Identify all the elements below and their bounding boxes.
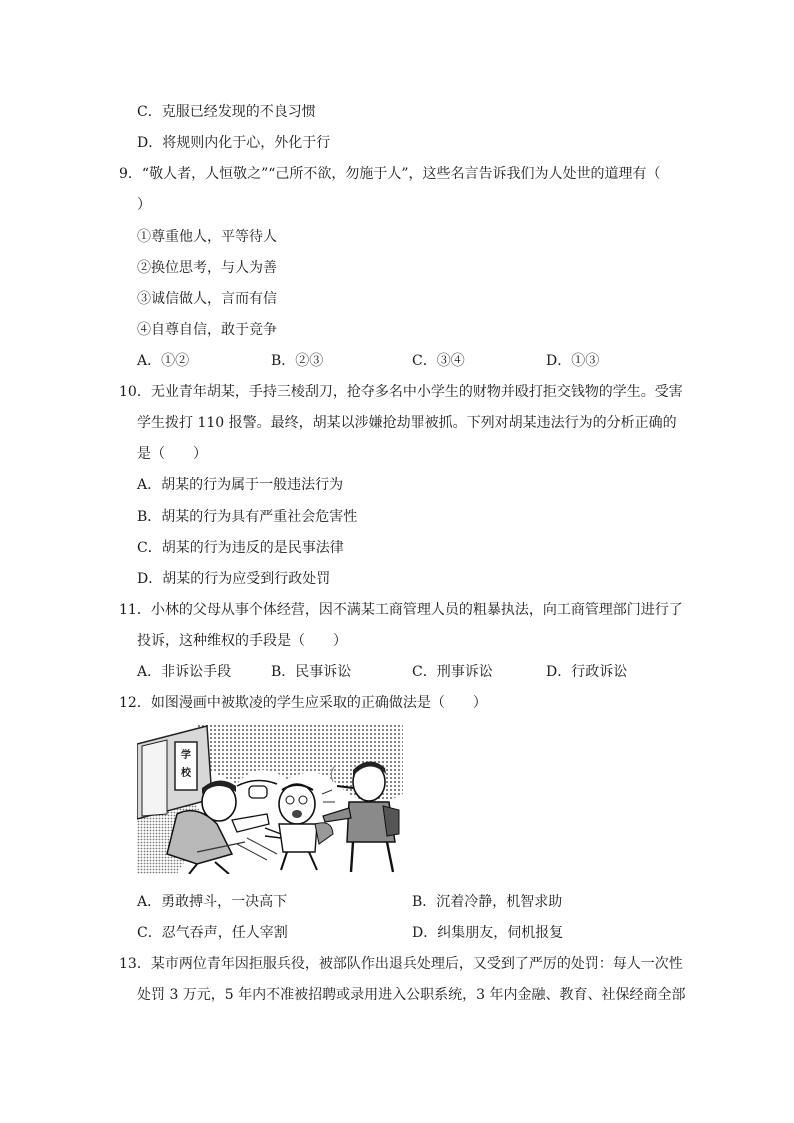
q12-option-d: D．纠集朋友，伺机报复 [412, 925, 564, 941]
q12-stem: 12．如图漫画中被欺凌的学生应采取的正确做法是（ ） [119, 695, 487, 711]
school-building [137, 726, 212, 819]
q9-item-2: ②换位思考，与人为善 [137, 260, 277, 276]
q11-option-c: C．刑事诉讼 [412, 664, 493, 680]
bullying-cartoon-illustration [137, 724, 403, 874]
q9-item-1: ①尊重他人，平等待人 [137, 229, 277, 245]
q11-option-d: D．行政诉讼 [546, 664, 628, 680]
q13-stem-line1: 13．某市两位青年因拒服兵役，被部队作出退兵处理后，又受到了严厉的处罚：每人一次性 [119, 956, 683, 972]
q9-option-b: B．②③ [271, 353, 324, 369]
q11-option-a: A．非诉讼手段 [137, 664, 232, 680]
q12-option-b: B．沉着冷静，机智求助 [412, 894, 563, 910]
q8-option-d: D．将规则内化于心，外化于行 [137, 135, 331, 151]
q9-item-4: ④自尊自信，敢于竞争 [137, 322, 277, 338]
bullying-cartoon [137, 724, 403, 874]
q12-option-a: A．勇敢搏斗，一决高下 [137, 894, 288, 910]
q9-option-c: C．③④ [412, 353, 465, 369]
q9-stem-line2: ） [137, 197, 151, 213]
q10-option-b: B．胡某的行为具有严重社会危害性 [137, 509, 358, 525]
q11-stem-line2: 投诉，这种维权的手段是（ ） [137, 633, 347, 649]
bullied-student [265, 784, 333, 870]
q10-option-a: A．胡某的行为属于一般违法行为 [137, 477, 344, 493]
q11-stem-line1: 11．小林的父母从事个体经营，因不满某工商管理人员的粗暴执法，向工商管理部门进行了 [119, 602, 683, 618]
q10-option-d: D．胡某的行为应受到行政处罚 [137, 571, 331, 587]
q9-option-d: D．①③ [546, 353, 600, 369]
q10-option-c: C．胡某的行为违反的是民事法律 [137, 540, 344, 556]
q11-option-b: B．民事诉讼 [271, 664, 352, 680]
q10-stem-line2: 学生拨打 110 报警。最终，胡某以涉嫌抢劫罪被抓。下列对胡某违法行为的分析正确的 [137, 415, 677, 431]
q9-item-3: ③诚信做人，言而有信 [137, 291, 277, 307]
q9-option-a: A．①② [137, 353, 190, 369]
q13-stem-line2: 处罚 3 万元，5 年内不准被招聘或录用进入公职系统，3 年内金融、教育、社保经商全部 [137, 987, 686, 1003]
school-sign-char-2: 校 [181, 768, 191, 779]
q8-option-c: C．克服已经发现的不良习惯 [137, 104, 316, 120]
q12-option-c: C．忍气吞声，任人宰割 [137, 925, 288, 941]
q10-stem-line3: 是（ ） [137, 446, 207, 462]
q10-stem-line1: 10．无业青年胡某，手持三棱刮刀，抢夺多名中小学生的财物并殴打拒交钱物的学生。受害 [119, 384, 683, 400]
school-sign-char-1: 学 [181, 750, 191, 761]
q9-stem-line1: 9．“敬人者，人恒敬之”“己所不欲，勿施于人”，这些名言告诉我们为人处世的道理有（ [119, 166, 661, 182]
